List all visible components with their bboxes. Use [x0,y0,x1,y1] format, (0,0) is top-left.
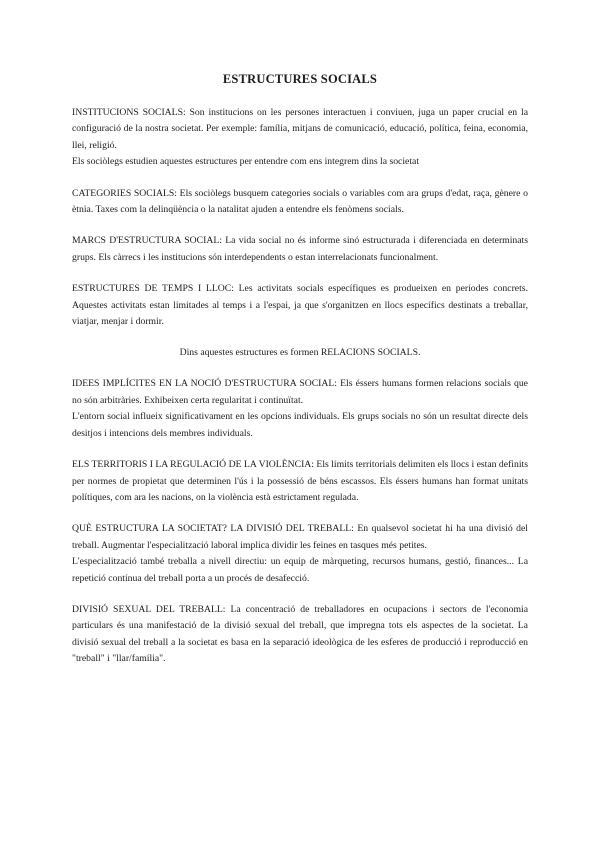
section-categories-socials [72,186,528,219]
section-estructures-temps-lloc [72,281,528,330]
paragraph: Els sociòlegs estudien aquestes estructures per entendre com ens integrem dins la societat [72,156,420,168]
paragraph: ELS TERRITORIS I LA REGULACIÓ DE LA VIOLÈNCIA: Els límits territorials delimiten els llocs i estan definits per normes de propietat que determinen l'ús i la possessió de béns escassos. Els éssers humans han format unitats polítiques, com ara les nacions, on la violència està estrictament regulada. [72,459,528,503]
document-page [72,72,528,683]
paragraph: INSTITUCIONS SOCIALS: Son institucions on les persones interactuen i conviuen, juga un paper crucial en la configuració de la nostra societat. Per exemple: família, mitjans de comunicació, educació, política, feina, economia, llei, religió. [72,107,528,151]
centered-statement: Dins aquestes estructures es formen RELACIONS SOCIALS. [179,347,421,359]
section-idees-implicites [72,376,528,442]
section-marcs-estructura-social [72,233,528,266]
section-divisio-sexual-treball [72,602,528,668]
paragraph: IDEES IMPLÍCITES EN LA NOCIÓ D'ESTRUCTURA SOCIAL: Els éssers humans formen relacions socials que no són arbitràries. Exhibeixen certa regularitat i continuïtat. [72,378,528,406]
paragraph: CATEGORIES SOCIALS: Els sociòlegs busquem categories socials o variables com ara grups d'edat, raça, gènere o ètnia. Taxes com la delinqüència o la natalitat ajuden a entendre els fenòmens socials. [72,187,528,216]
paragraph: L'especialització també treballa a nivell directiu: un equip de màrqueting, recursos humans, gestió, finances... La repetició contínua del treball porta a un procés de desafecció. [72,556,528,584]
paragraph: L'entorn social influeix significativament en les opcions individuals. Els grups socials no són un resultat directe dels desitjos i intencions dels membres individuals. [72,411,528,439]
section-institucions-socials [72,105,528,171]
paragraph: DIVISIÓ SEXUAL DEL TREBALL: La concentració de treballadores en ocupacions i sectors de l'economia particulars és una manifestació de la divisió sexual del treball, que impregna tots els aspectes de la societat. La divisió sexual del treball a la societat es basa en la separació ideològica de les esferes de producció i reproducció en "treball" i "llar/família". [72,603,528,665]
section-territoris-violencia [72,457,528,506]
section-divisio-treball [72,521,528,587]
paragraph: QUÈ ESTRUCTURA LA SOCIETAT? LA DIVISIÓ DEL TREBALL: En qualsevol societat hi ha una divisió del treball. Augmentar l'especialització laboral implica dividir les feines en tasques més petites. [72,523,528,551]
paragraph: MARCS D'ESTRUCTURA SOCIAL: La vida social no és informe sinó estructurada i diferenciada en determinats grups. Els càrrecs i les institucions són interdependents o estan interrelacionats funcionalment. [72,235,528,263]
document-title: ESTRUCTURES SOCIALS [222,72,378,86]
paragraph: ESTRUCTURES DE TEMPS I LLOC: Les activitats socials específiques es produeixen en períodes concrets. Aquestes activitats estan limitades al temps i a l'espai, ja que s'organitzen en llocs específics destinats a treballar, viatjar, menjar i dormir. [72,283,528,328]
